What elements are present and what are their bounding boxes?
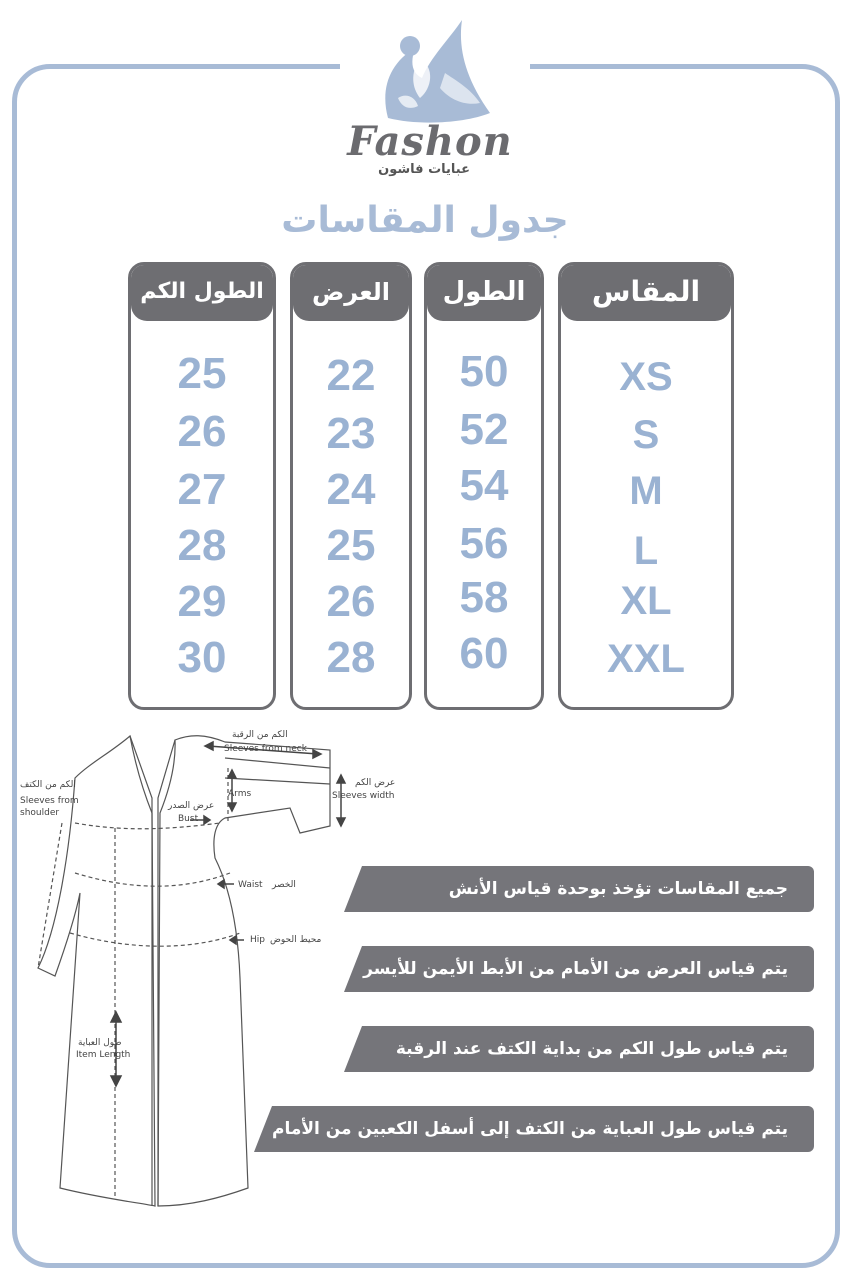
cell-value: 56 [459,519,509,568]
column-size [558,262,734,710]
cell-value: 29 [177,577,227,626]
label-hip-en: Hip [250,935,265,945]
note-text: يتم قياس طول العباية من الكتف إلى أسفل الكعبين من الأمام [271,1119,788,1139]
cell-value: 25 [326,521,376,570]
page-title: جدول المقاسات [281,200,569,241]
cell-value: 22 [326,351,376,400]
note-corner [344,1026,362,1072]
cell-value: 54 [459,461,509,510]
note-text: يتم قياس العرض من الأمام من الأبط الأيمن للأيسر [363,959,788,979]
cell-value: 26 [326,577,376,626]
column-header: الطول [427,265,541,321]
cell-value: XS [619,355,673,399]
cell-value: 30 [177,633,227,682]
cell-value: M [629,469,663,513]
note-length [254,1106,814,1152]
cell-value: S [632,413,660,457]
column-sleeve-length [128,262,276,710]
label-arms: Arms [228,789,252,799]
label-sleeves-width-en: Sleeves width [332,791,395,801]
column-header: العرض [293,265,409,321]
cell-value: XXL [607,637,685,681]
cell-value: 50 [459,347,509,396]
label-sleeves-neck-ar: الكم من الرقبة [232,730,288,740]
cell-value: 26 [177,407,227,456]
label-waist-ar: الخصر [272,880,296,890]
cell-value: 23 [326,409,376,458]
note-width [344,946,814,992]
column-length [424,262,544,710]
note-corner [254,1106,272,1152]
label-sleeves-neck-en: Sleeves from neck [224,744,307,754]
note-corner [344,866,362,912]
brand-subtitle: عبايات فاشون [378,162,470,177]
label-sleeves-shoulder-en1: Sleeves from [20,796,79,806]
note-text: يتم قياس طول الكم من بداية الكتف عند الرقبة [395,1039,788,1059]
note-corner [344,946,362,992]
note-text: جميع المقاسات تؤخذ بوحدة قياس الأنش [448,879,788,899]
label-sleeves-width-ar: عرض الكم [355,778,396,788]
cell-value: 52 [459,405,509,454]
cell-value: 25 [177,349,227,398]
column-width [290,262,412,710]
cell-value: L [633,529,659,573]
cell-value: 58 [459,573,509,622]
cell-value: 28 [177,521,227,570]
label-bust-ar: عرض الصدر [168,801,215,811]
cell-value: 24 [326,465,376,514]
column-header: الطول الكم [131,265,273,321]
column-header: المقاس [561,265,731,321]
cell-value: XL [620,579,672,623]
label-sleeves-shoulder-ar: الكم من الكتف [20,780,76,790]
label-hip-ar: محيط الحوض [270,935,322,945]
label-length-en: Item Length [76,1050,131,1060]
note-sleeve [344,1026,814,1072]
label-sleeves-shoulder-en2: shoulder [20,808,60,818]
label-length-ar: طول العباية [78,1038,122,1048]
label-bust-en: Bust [178,814,199,824]
label-waist-en: Waist [238,880,263,890]
cell-value: 60 [459,629,509,678]
brand-name: Fashon [347,118,513,165]
note-unit [344,866,814,912]
cell-value: 28 [326,633,376,682]
cell-value: 27 [177,465,227,514]
